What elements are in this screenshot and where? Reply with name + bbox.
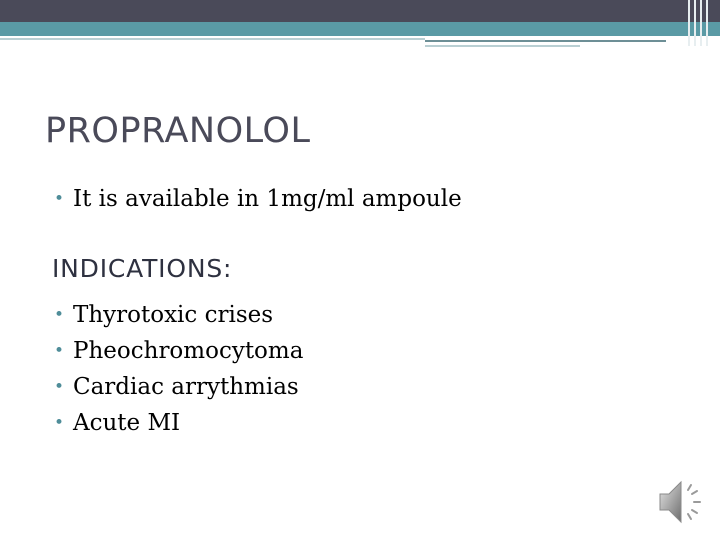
header-teal-band — [0, 22, 720, 36]
bullet-item: • Pheochromocytoma — [52, 333, 303, 369]
bullet-item: • Acute MI — [52, 405, 303, 441]
indications-list — [52, 297, 303, 441]
bullet-item: • It is available in 1mg/ml ampoule — [52, 181, 462, 217]
indications-heading: INDICATIONS: — [52, 254, 233, 283]
intro-bullet-list — [52, 181, 462, 217]
speaker-icon[interactable] — [658, 476, 706, 528]
slide-title: PROPRANOLOL — [45, 111, 311, 151]
header-rule — [0, 38, 425, 40]
header-rule — [425, 45, 580, 47]
header-rule — [425, 40, 666, 42]
header-dark-band — [0, 0, 720, 22]
bullet-item: • Thyrotoxic crises — [52, 297, 303, 333]
bullet-item: • Cardiac arrythmias — [52, 369, 303, 405]
header-decoration — [686, 0, 714, 46]
